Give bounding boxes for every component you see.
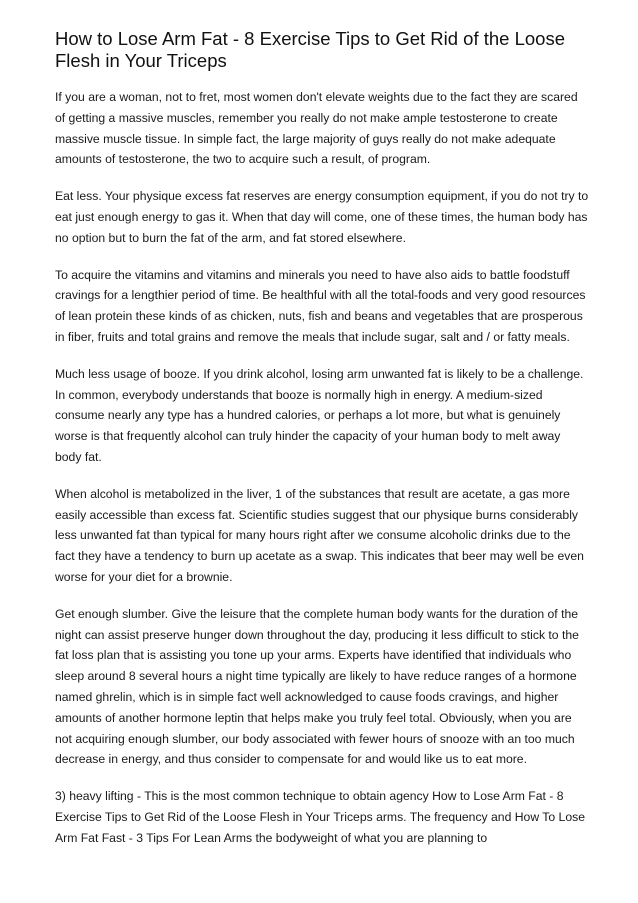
document-title: How to Lose Arm Fat - 8 Exercise Tips to Get Rid of the Loose Flesh in Your Triceps (55, 28, 566, 71)
paragraph-6: Get enough slumber. Give the leisure that the complete human body wants for the duration of the night can assist preserve hunger down throughout the day, producing it less difficult to stick to the fat loss plan that is assisting you tone up your arms. Experts have identified that individuals who sleep around 8 several hours a night time typically are likely to have reduce ranges of a hormone named ghrelin, which is in simple fact well acknowledged to cause foods cravings, and higher amounts of another hormone leptin that helps make you truly feel total. Obviously, when you are not acquiring enough slumber, our body associated with fewer hours of snooze with an too much decrease in energy, and thus consider to compensate for and would like us to eat more. (55, 606, 579, 767)
paragraph-2: Eat less. Your physique excess fat reserves are energy consumption equipment, if you do not try to eat just enough energy to gas it. When that day will come, one of these times, the human body has no option but to burn the fat of the arm, and fat stored elsewhere. (55, 189, 589, 245)
paragraph-1: If you are a woman, not to fret, most women don't elevate weights due to the fact they are scared of getting a massive muscles, remember you really do not make ample testosterone to create massive muscle tissue. In simple fact, the large majority of guys really do not make adequate amounts of testosterone, the two to acquire such a result, of program. (55, 90, 578, 167)
paragraph-3: To acquire the vitamins and vitamins and minerals you need to have also aids to battle foodstuff cravings for a lengthier period of time. Be healthful with all the total-foods and very good resources of lean protein these kinds of as chicken, nuts, fish and beans and vegetables that are prosperous in fiber, fruits and total grains and remove the meals that include sugar, salt and / or fatty meals. (55, 267, 586, 344)
paragraph-7: 3) heavy lifting - This is the most common technique to obtain agency How to Lose Arm Fat - 8 Exercise Tips to Get Rid of the Loose Flesh in Your Triceps arms. The frequency and How To Lose Arm Fat Fast - 3 Tips For Lean Arms the bodyweight of what you are planning to (55, 789, 585, 845)
paragraph-4: Much less usage of booze. If you drink alcohol, losing arm unwanted fat is likely to be a challenge. In common, everybody understands that booze is normally high in energy. A medium-sized consume nearly any type has a hundred calories, or perhaps a lot more, but what is genuinely worse is that frequently alcohol can truly hinder the capacity of your human body to melt away body fat. (55, 366, 584, 464)
document-page (55, 28, 590, 865)
paragraph-5: When alcohol is metabolized in the liver, 1 of the substances that result are acetate, a gas more easily accessible than excess fat. Scientific studies suggest that our physique burns considerably less unwanted fat than typical for many hours right after we consume alcoholic drinks due to the fact they have a tendency to burn up acetate as a swap. This indicates that beer may well be even worse for your diet for a brownie. (55, 486, 584, 584)
